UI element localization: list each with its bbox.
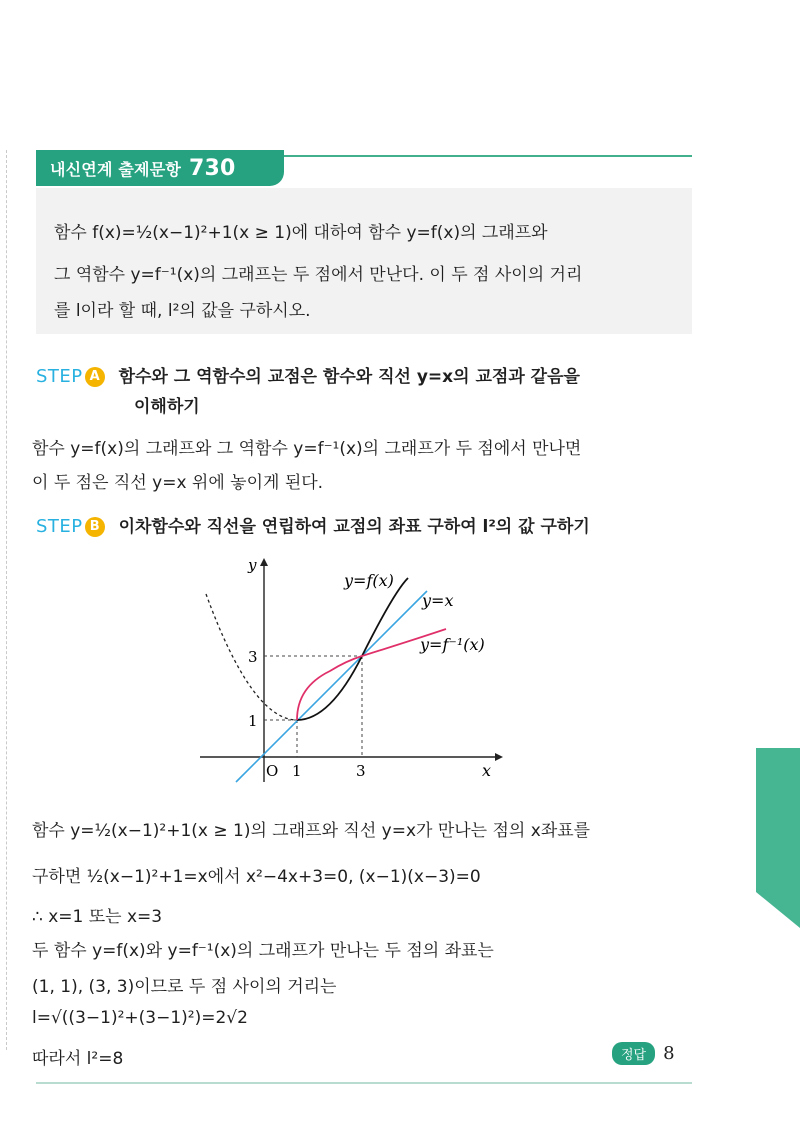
step-b-title: 이차함수와 직선을 연립하여 교점의 좌표 구하여 l²의 값 구하기 <box>118 517 590 537</box>
problem-line-1: 함수 f(x)=½(x−1)²+1(x ≥ 1)에 대하여 함수 y=f(x)의 그래프와 <box>54 223 548 243</box>
solution-line-5: (1, 1), (3, 3)이므로 두 점 사이의 거리는 <box>32 977 337 997</box>
step-a-body-2: 이 두 점은 직선 y=x 위에 놓이게 된다. <box>32 473 324 493</box>
axis-x-label: x <box>482 761 492 780</box>
side-tab <box>756 748 800 928</box>
problem-box <box>36 188 692 334</box>
label-finv: y=f⁻¹(x) <box>420 635 485 654</box>
problem-tag <box>36 150 284 186</box>
answer-value: 8 <box>663 1043 675 1064</box>
step-a-title-1: 함수와 그 역함수의 교점은 함수와 직선 y=x의 교점과 같음을 <box>118 367 580 387</box>
problem-line-2: 그 역함수 y=f⁻¹(x)의 그래프는 두 점에서 만난다. 이 두 점 사이의 거리 <box>54 265 583 285</box>
curve-f <box>297 578 408 720</box>
solution-line-6: l=√((3−1)²+(3−1)²)=2√2 <box>32 1008 248 1028</box>
answer-label: 정답 <box>612 1042 655 1065</box>
solution-line-1: 함수 y=½(x−1)²+1(x ≥ 1)의 그래프와 직선 y=x가 만나는 점의 x좌표를 <box>32 821 591 841</box>
tick-y-1: 1 <box>248 712 258 730</box>
answer <box>612 1042 675 1065</box>
solution-line-4: 두 함수 y=f(x)와 y=f⁻¹(x)의 그래프가 만나는 두 점의 좌표는 <box>32 941 494 961</box>
tick-x-3: 3 <box>356 762 366 780</box>
tick-x-1: 1 <box>292 762 302 780</box>
step-a-label: STEP <box>36 366 83 387</box>
margin-rule <box>6 150 7 1050</box>
solution-line-2: 구하면 ½(x−1)²+1=x에서 x²−4x+3=0, (x−1)(x−3)=0 <box>32 867 481 887</box>
solution-line-7: 따라서 l²=8 <box>32 1049 124 1069</box>
step-b-badge: B <box>85 517 105 537</box>
label-fx: y=f(x) <box>344 571 394 590</box>
label-yx: y=x <box>422 591 454 610</box>
y-axis-arrow <box>260 558 268 566</box>
problem-tag-label: 내신연계 출제문항 <box>50 159 182 179</box>
function-graph <box>190 550 520 790</box>
step-a-badge: A <box>85 367 105 387</box>
solution-line-3: ∴ x=1 또는 x=3 <box>32 907 163 927</box>
tick-y-3: 3 <box>248 648 258 666</box>
problem-line-3: 를 l이라 할 때, l²의 값을 구하시오. <box>54 301 311 321</box>
step-b-label: STEP <box>36 516 83 537</box>
axis-y-label: y <box>248 556 257 574</box>
x-axis-arrow <box>495 753 503 761</box>
step-a-body-1: 함수 y=f(x)의 그래프와 그 역함수 y=f⁻¹(x)의 그래프가 두 점에서 만나면 <box>32 439 582 459</box>
footer-rule <box>36 1082 692 1084</box>
step-b-heading <box>36 512 590 537</box>
step-a-title-2: 이해하기 <box>134 397 200 417</box>
origin-label: O <box>266 762 279 780</box>
problem-number: 730 <box>189 155 236 181</box>
step-a-heading <box>36 362 580 387</box>
